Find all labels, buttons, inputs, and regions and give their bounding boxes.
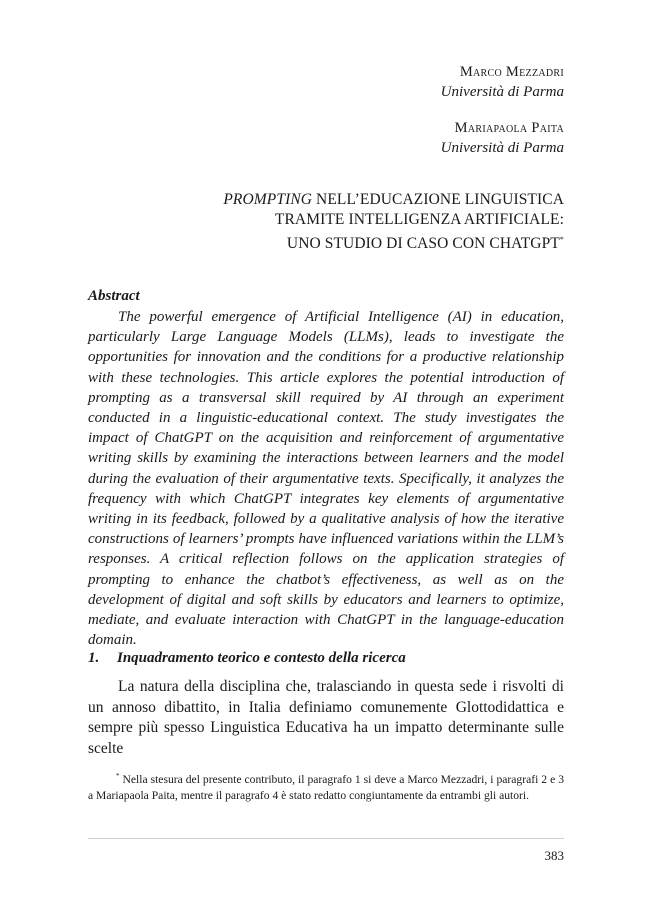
title-line-1-rest: NELL’EDUCAZIONE LINGUISTICA [312, 191, 564, 208]
abstract [88, 286, 564, 650]
author-block [441, 63, 564, 175]
title-line-1 [144, 190, 564, 210]
title-line-3 [144, 230, 564, 254]
footnote-mark: * [116, 772, 120, 780]
abstract-heading: Abstract [88, 288, 140, 304]
footnote [88, 768, 564, 805]
author-2 [441, 119, 564, 158]
footnote-text: Nella stesura del presente contributo, il paragrafo 1 si deve a Marco Mezzadri, i paragrafi 2 e 3 a Mariapaola Paita, mentre il paragrafo 4 è stato redatto congiuntamente da entrambi gli autori. [88, 772, 564, 803]
section-heading [88, 647, 564, 669]
section-text: La natura della disciplina che, tralasciando in questa sede i risvolti di un annoso dibattito, in Italia definiamo comunemente Glottodidattica e sempre più spesso Linguistica Educativa ha un impatto determinante sulle scelte [88, 678, 564, 757]
paper-title [144, 190, 564, 254]
title-footnote-mark: * [559, 235, 564, 244]
title-line-3-text: UNO STUDIO DI CASO CON CHATGPT [286, 235, 560, 253]
author-name: Mariapaola Paita [454, 120, 564, 136]
title-italic-word: PROMPTING [223, 191, 313, 208]
section-number: 1. [88, 650, 100, 666]
page-number: 383 [544, 848, 564, 863]
abstract-text: The powerful emergence of Artificial Intelligence (AI) in education, particularly Large Language Models (LLMs), leads to investigate the opportunities for innovation and the conditions for a productive relationship with these technologies. This article explores the potential introduction of prompting as a transversal skill required by AI through an experiment conducted in a linguistic-educational context. The study investigates the impact of ChatGPT on the acquisition and reinforcement of argumentative writing skills by examining the interactions between learners and the model during the evaluation of their argumentative texts. Specifically, it analyzes the frequency with which ChatGPT integrates key elements of argumentative writing in its feedback, followed by a qualitative analysis of how the iterative constructions of learners’ prompts have influenced variations within the LLM’s responses. A critical reflection follows on the application strategies of prompting to enhance the chatbot’s effectiveness, as well as on the development of digital and soft skills by educators and learners to optimize, mediate, and evaluate interaction with ChatGPT in the language-education domain. [88, 309, 564, 649]
title-line-2: TRAMITE INTELLIGENZA ARTIFICIALE: [274, 211, 564, 228]
footer-rule [88, 838, 564, 839]
author-affiliation: Università di Parma [440, 140, 564, 156]
author-affiliation: Università di Parma [440, 84, 564, 100]
section-title: Inquadramento teorico e contesto della ricerca [117, 650, 406, 666]
author-name: Marco Mezzadri [459, 64, 564, 80]
author-1 [441, 63, 564, 102]
section-1 [88, 647, 564, 759]
